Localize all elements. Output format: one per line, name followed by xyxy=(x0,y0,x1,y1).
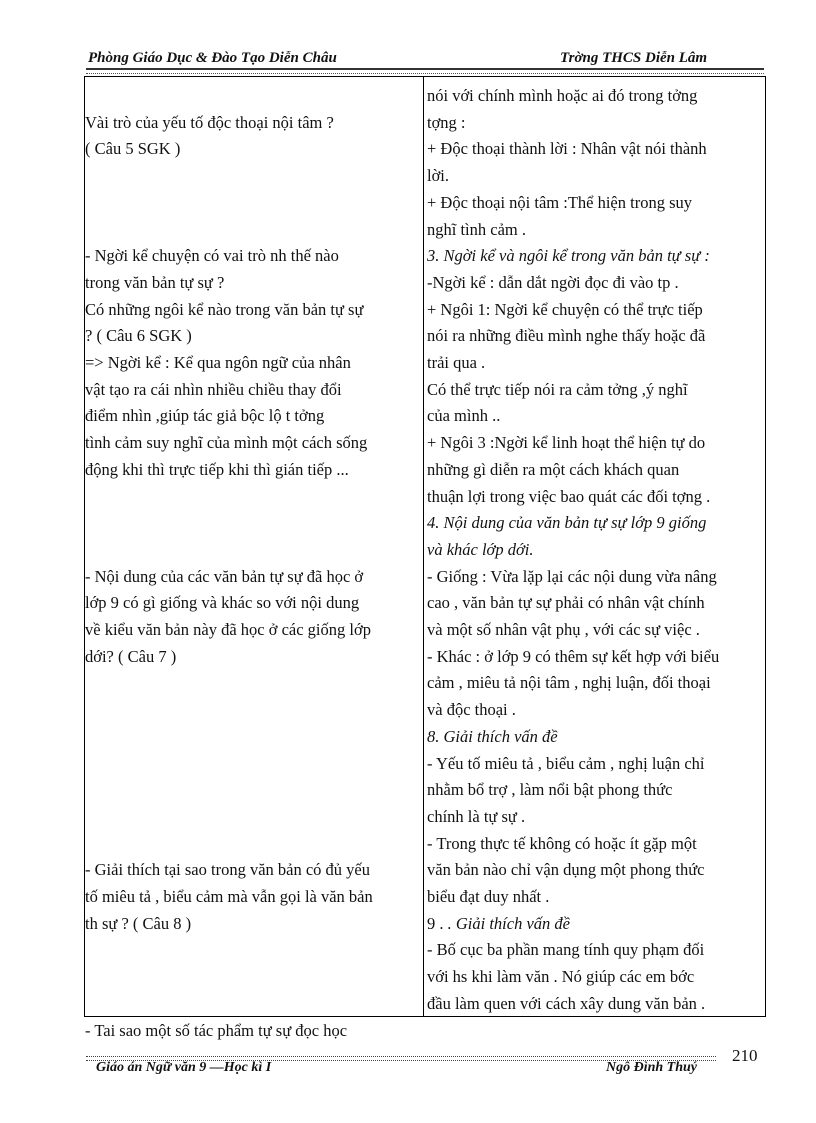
answer-line: thuận lợi trong việc bao quát các đối tợng . xyxy=(427,486,711,506)
question-line: về kiểu văn bản này đã học ở các giống lớp xyxy=(85,620,371,639)
answer-line: tợng : xyxy=(427,112,466,132)
answer-line: 8. Giải thích vấn đề xyxy=(427,726,558,746)
answer-line: biểu đạt duy nhất . xyxy=(427,887,550,906)
question-line: - Tai sao một số tác phẩm tự sự đọc học xyxy=(85,1020,348,1040)
footer-rule xyxy=(86,1056,716,1057)
question-line: - Ngời kể chuyện có vai trò nh thế nào xyxy=(85,246,339,266)
answer-line: + Ngôi 3 :Ngời kể linh hoạt thể hiện tự do xyxy=(427,433,706,453)
answer-line: trải qua . xyxy=(427,353,486,372)
question-line: tố miêu tả , biểu cảm mà vẫn gọi là văn bản xyxy=(85,887,373,906)
question-line: Có những ngôi kể nào trong văn bản tự sự xyxy=(85,299,364,319)
answer-line: - Khác : ở lớp 9 có thêm sự kết hợp với biểu xyxy=(427,646,720,666)
answer-line: lời. xyxy=(427,166,450,186)
question-line: trong văn bản tự sự ? xyxy=(85,272,225,292)
answer-line: nói ra những điều mình nghe thấy hoặc đã xyxy=(427,326,706,346)
header-school-name: Trờng THCS Diễn Lâm xyxy=(560,50,708,66)
answer-line: - Trong thực tế không có hoặc ít gặp một xyxy=(427,833,697,853)
lesson-table xyxy=(84,76,766,1040)
question-line: - Nội dung của các văn bản tự sự đã học ở xyxy=(85,566,364,586)
question-line: lớp 9 có gì giống và khác so với nội dung xyxy=(85,593,360,613)
answer-line: Có thể trực tiếp nói ra cảm tởng ,ý nghĩ xyxy=(427,379,688,399)
answer-line: 9 . . Giải thích vấn đề xyxy=(427,913,570,933)
footer-author: Ngô Đình Thuý xyxy=(606,1060,698,1075)
answer-line: + Độc thoại thành lời : Nhân vật nói thành xyxy=(427,139,707,159)
page-number: 210 xyxy=(732,1046,758,1065)
answer-line: + Ngôi 1: Ngời kể chuyện có thể trực tiếp xyxy=(427,299,703,319)
column-divider xyxy=(423,77,424,1016)
answer-line: nghĩ tình cảm . xyxy=(427,219,526,239)
header-school-office: Phòng Giáo Dục & Đào Tạo Diễn Châu xyxy=(88,50,337,66)
answer-line: với hs khi làm văn . Nó giúp các em bớc xyxy=(427,967,695,987)
answer-line: đầu làm quen với cách xây dung văn bản . xyxy=(427,993,706,1013)
answer-line: - Giống : Vừa lặp lại các nội dung vừa nâng xyxy=(427,566,717,586)
answer-line: cảm , miêu tả nội tâm , nghị luận, đối thoại xyxy=(427,673,711,693)
question-line: điểm nhìn ,giúp tác giả bộc lộ t tởng xyxy=(85,406,325,426)
question-line: Vài trò của yếu tố độc thoại nội tâm ? xyxy=(85,112,334,132)
answer-line: những gì diễn ra một cách khách quan xyxy=(427,459,680,479)
answer-line: - Bố cục ba phần mang tính quy phạm đối xyxy=(427,940,705,960)
answer-line: 3. Ngời kể và ngôi kể trong văn bản tự sự : xyxy=(427,246,710,266)
question-line: tình cảm suy nghĩ của mình một cách sống xyxy=(85,433,368,453)
answer-line: nói với chính mình hoặc ai đó trong tởng xyxy=(427,86,698,105)
answer-line: và khác lớp dới. xyxy=(427,539,534,559)
answer-line: - Yếu tố miêu tả , biểu cảm , nghị luận chỉ xyxy=(427,753,705,773)
question-line: ? ( Câu 6 SGK ) xyxy=(85,326,192,346)
question-line: - Giải thích tại sao trong văn bản có đủ yếu xyxy=(85,860,371,880)
footer-book-title: Giáo án Ngữ văn 9 —Học kì I xyxy=(96,1060,272,1075)
question-line: vật tạo ra cái nhìn nhiều chiều thay đổi xyxy=(85,379,342,399)
answer-line: văn bản nào chỉ vận dụng một phong thức xyxy=(427,860,705,880)
answer-line: chính là tự sự . xyxy=(427,806,526,826)
question-line: động khi thì trực tiếp khi thì gián tiếp ... xyxy=(85,459,349,479)
answer-line: 4. Nội dung của văn bản tự sự lớp 9 giống xyxy=(427,513,707,533)
answer-line: và một số nhân vật phụ , với các sự việc . xyxy=(427,620,700,639)
question-line: => Ngời kể : Kể qua ngôn ngữ của nhân xyxy=(85,353,351,372)
question-line: ( Câu 5 SGK ) xyxy=(85,139,181,159)
header-rule-dotted xyxy=(86,73,764,74)
answer-line: + Độc thoại nội tâm :Thể hiện trong suy xyxy=(427,192,693,212)
question-line: th sự ? ( Câu 8 ) xyxy=(85,913,192,933)
answer-line: nhằm bổ trợ , làm nổi bật phong thức xyxy=(427,780,673,800)
answer-line: -Ngời kể : dẫn dắt ngời đọc đi vào tp . xyxy=(427,272,679,292)
answer-line: của mình .. xyxy=(427,406,501,426)
answer-line: và độc thoại . xyxy=(427,700,516,720)
question-line: dới? ( Câu 7 ) xyxy=(85,646,177,666)
answer-line: cao , văn bản tự sự phải có nhân vật chính xyxy=(427,593,705,613)
header-rule xyxy=(86,68,764,70)
